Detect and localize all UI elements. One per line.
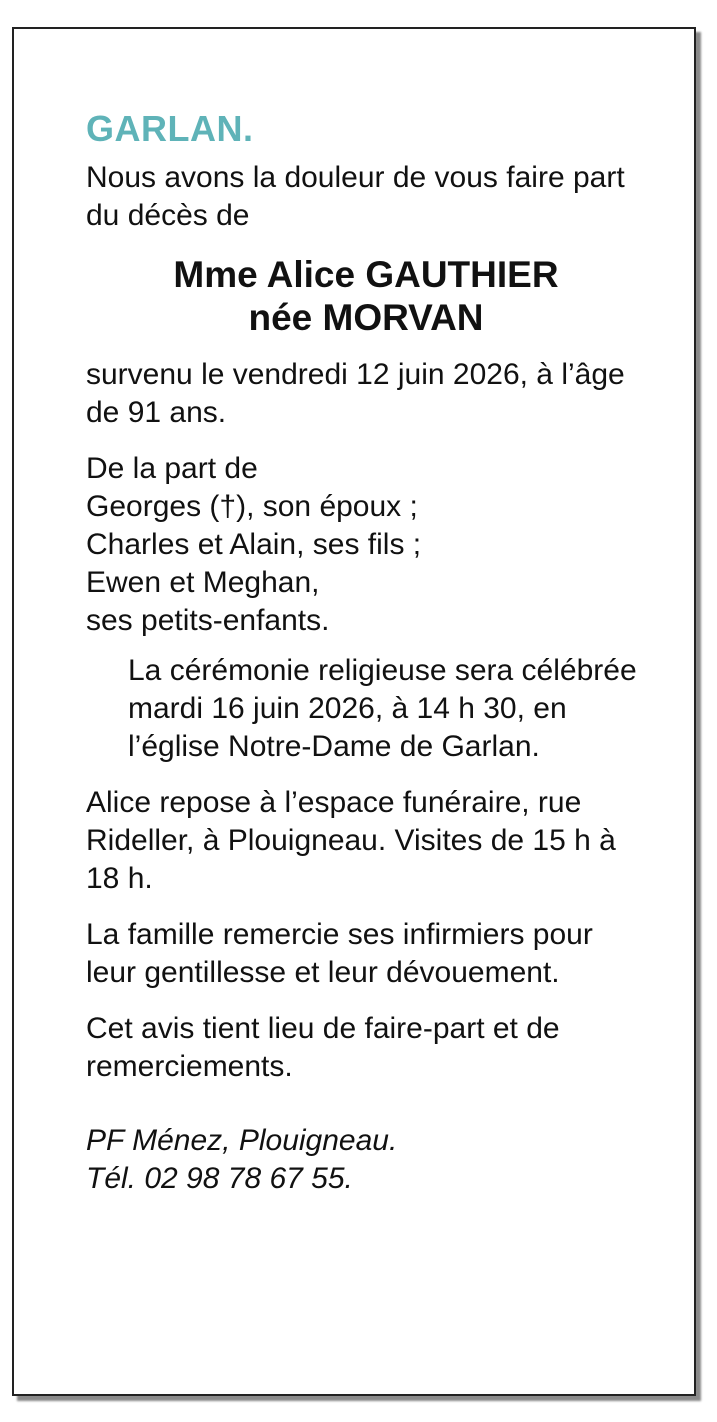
spouse-prefix: Georges ( [86,490,220,523]
deceased-name-block [76,253,656,339]
intro-text: Nous avons la douleur de vous faire part du décès de [86,161,625,232]
family-grandchildren-names: Ewen et Meghan, [86,566,320,599]
family-list [86,450,646,640]
obituary-notice-content [86,107,646,1198]
maiden-name: née MORVAN [248,297,484,338]
family-sons: Charles et Alain, ses fils ; [86,528,422,561]
undertaker-name: PF Ménez, Plouigneau. [86,1124,398,1157]
undertaker-phone: Tél. 02 98 78 67 55. [86,1162,353,1195]
deceased-name: Mme Alice GAUTHIER [173,254,559,295]
family-lead: De la part de [86,452,258,485]
family-grandchildren-label: ses petits-enfants. [86,604,330,637]
cross-icon: † [219,490,237,523]
spouse-suffix: ), son époux ; [236,490,418,523]
thanks-text: La famille remercie ses infirmiers pour leur gentillesse et leur dévouement. [86,918,593,989]
obituary-notice-card [12,27,696,1396]
death-details: survenu le vendredi 12 juin 2026, à l’âge de 91 ans. [86,358,625,429]
visitation-text: Alice repose à l’espace funéraire, rue Rideller, à Plouigneau. Visites de 15 h à 18 h. [86,786,616,895]
closing-text: Cet avis tient lieu de faire-part et de remerciements. [86,1012,560,1083]
locality-heading: GARLAN. [86,108,254,149]
family-spouse [86,488,646,526]
ceremony-text: La cérémonie religieuse sera célébrée mardi 16 juin 2026, à 14 h 30, en l’église Notre-Dame de Garlan. [128,654,637,763]
undertaker-block [86,1122,646,1198]
